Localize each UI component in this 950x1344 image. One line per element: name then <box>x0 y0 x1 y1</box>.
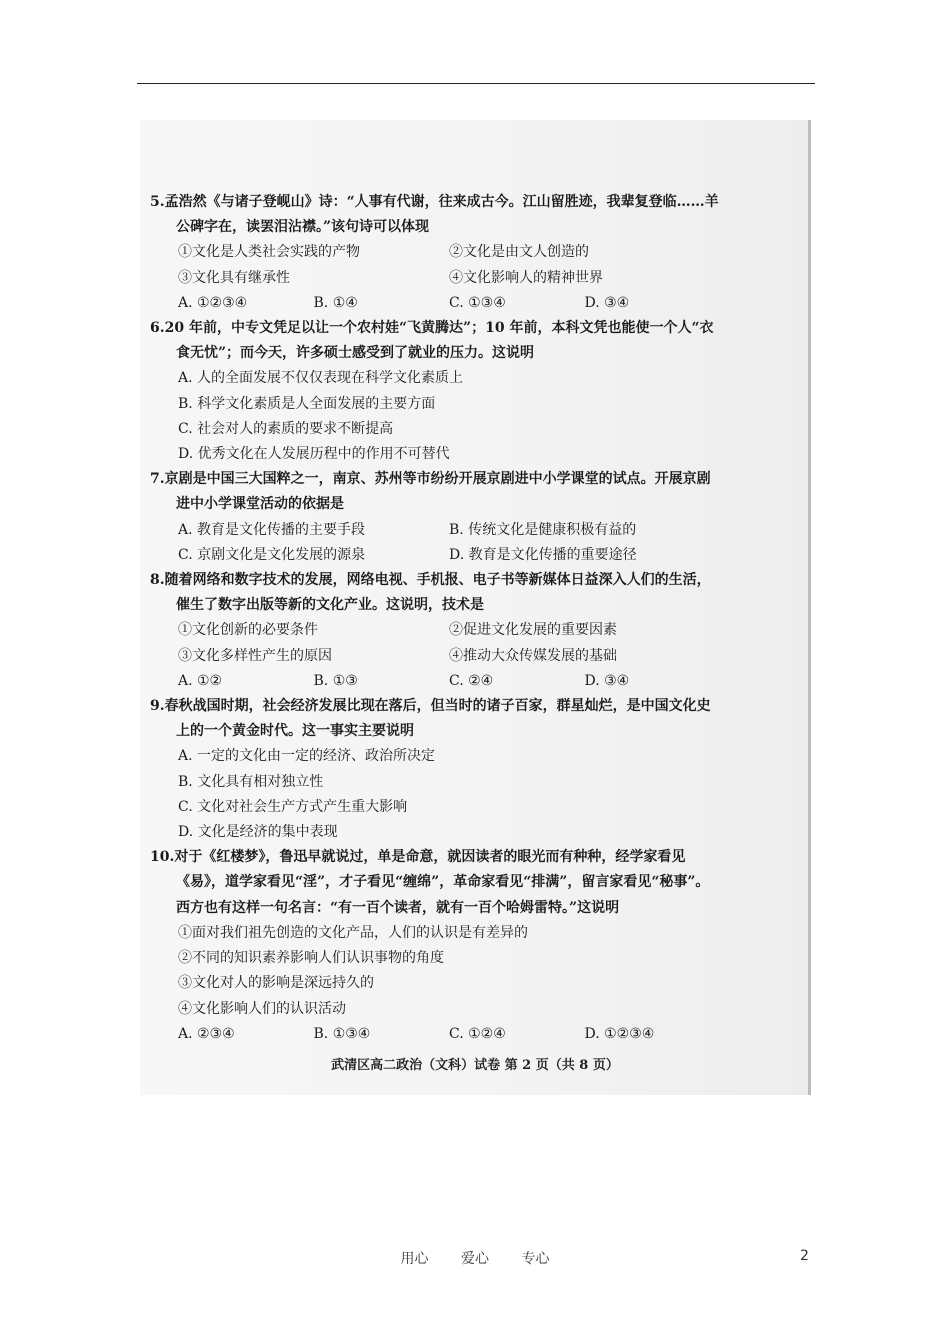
choice-c: C. 文化对社会生产方式产生重大影响 <box>178 798 408 815</box>
statement: ③文化对人的影响是深远持久的 <box>178 975 374 992</box>
statement: ②促进文化发展的重要因素 <box>449 622 617 639</box>
choice-a: A. ①② <box>178 672 223 689</box>
question-6 <box>150 316 720 467</box>
choice-b: B. ①④ <box>313 294 358 311</box>
question-10 <box>150 845 720 1047</box>
question-text: 春秋战国时期，社会经济发展比现在落后，但当时的诸子百家，群星灿烂，是中国文化史上的一个黄金时代。这一事实主要说明 <box>164 698 711 740</box>
motto-word: 爱心 <box>461 1251 489 1267</box>
question-stem <box>150 845 720 921</box>
question-7 <box>150 467 720 568</box>
choice-row <box>150 518 720 543</box>
statement: ③文化多样性产生的原因 <box>178 647 332 664</box>
statement: ①文化创新的必要条件 <box>178 622 318 639</box>
choice-b: B. ①③④ <box>313 1025 371 1042</box>
header-rule <box>137 83 815 84</box>
question-number: 8. <box>150 572 165 589</box>
question-number: 9. <box>150 698 165 715</box>
choice-row <box>150 669 720 694</box>
motto-word: 专心 <box>521 1251 550 1267</box>
question-stem <box>150 568 720 618</box>
statement: ②文化是由文人创造的 <box>449 244 589 261</box>
choice-a: A. 教育是文化传播的主要手段 <box>178 521 366 538</box>
question-text: 对于《红楼梦》，鲁迅早就说过，单是命意，就因读者的眼光而有种种，经学家看见《易》，道学家看见“淫”，才子看见“缠绵”，革命家看见“排满”，留言家看见“秘事”。西方也有这样一句名言：“有一百个读者，就有一百个哈姆雷特。”这说明 <box>174 849 710 916</box>
question-number: 6. <box>150 320 165 337</box>
question-8 <box>150 568 720 694</box>
choice-a: A. 一定的文化由一定的经济、政治所决定 <box>178 748 436 765</box>
question-text: 20 年前，中专文凭足以让一个农村娃“飞黄腾达”；10 年前，本科文凭也能使一个人“衣食无忧”；而今天，许多硕士感受到了就业的压力。这说明 <box>164 320 714 362</box>
question-number: 10. <box>150 849 175 866</box>
page-number: 2 <box>800 1248 809 1264</box>
choice-b: B. 科学文化素质是人全面发展的主要方面 <box>178 395 436 412</box>
motto-word: 用心 <box>400 1251 429 1267</box>
choice-c: C. ②④ <box>449 672 494 689</box>
choice-d: D. 教育是文化传播的重要途径 <box>449 546 637 563</box>
choice-c: C. 京剧文化是文化发展的源泉 <box>178 546 366 563</box>
question-stem <box>150 467 720 517</box>
question-stem <box>150 316 720 366</box>
statement: ①文化是人类社会实践的产物 <box>178 244 360 261</box>
statement-row <box>150 644 720 669</box>
question-stem <box>150 190 720 240</box>
choice-a: A. 人的全面发展不仅仅表现在科学文化素质上 <box>178 370 464 387</box>
statement: ④文化影响人们的认识活动 <box>178 1000 346 1017</box>
choice-d: D. 优秀文化在人发展历程中的作用不可替代 <box>178 446 450 463</box>
statement-row <box>150 618 720 643</box>
choice-b: B. 传统文化是健康积极有益的 <box>449 521 637 538</box>
choice-row <box>150 1022 720 1047</box>
exam-footer: 武清区高二政治（文科）试卷 第 2 页（共 8 页） <box>331 1058 619 1073</box>
question-text: 随着网络和数字技术的发展，网络电视、手机报、电子书等新媒体日益深入人们的生活，催生了数字出版等新的文化产业。这说明，技术是 <box>164 572 711 614</box>
choice-a: A. ①②③④ <box>178 294 248 311</box>
choice-c: C. ①②④ <box>449 1025 506 1042</box>
choice-c: C. 社会对人的素质的要求不断提高 <box>178 420 394 437</box>
statement: ④文化影响人的精神世界 <box>449 269 603 286</box>
statement: ④推动大众传媒发展的基础 <box>449 647 617 664</box>
choice-d: D. ③④ <box>584 672 630 689</box>
statement: ②不同的知识素养影响人们认识事物的角度 <box>178 950 444 967</box>
choice-c: C. ①③④ <box>449 294 506 311</box>
question-list <box>150 190 720 1047</box>
choice-b: B. ①③ <box>313 672 358 689</box>
statement: ③文化具有继承性 <box>178 269 290 286</box>
statement-row <box>150 240 720 265</box>
choice-b: B. 文化具有相对独立性 <box>178 773 324 790</box>
question-text: 京剧是中国三大国粹之一，南京、苏州等市纷纷开展京剧进中小学课堂的试点。开展京剧进中小学课堂活动的依据是 <box>164 471 711 513</box>
choice-a: A. ②③④ <box>178 1025 235 1042</box>
question-text: 孟浩然《与诸子登岘山》诗：“人事有代谢，往来成古今。江山留胜迹，我辈复登临……羊公碑字在，读罢泪沾襟。”该句诗可以体现 <box>164 194 719 236</box>
statement-row <box>150 266 720 291</box>
question-number: 7. <box>150 471 165 488</box>
statement: ①面对我们祖先创造的文化产品，人们的认识是有差异的 <box>178 924 528 941</box>
question-number: 5. <box>150 194 165 210</box>
choice-d: D. ①②③④ <box>584 1025 655 1042</box>
question-5 <box>150 190 720 316</box>
question-stem <box>150 694 720 744</box>
choice-d: D. 文化是经济的集中表现 <box>178 824 338 841</box>
question-9 <box>150 694 720 845</box>
choice-d: D. ③④ <box>584 294 630 311</box>
choice-row <box>150 543 720 568</box>
choice-row <box>150 291 720 316</box>
